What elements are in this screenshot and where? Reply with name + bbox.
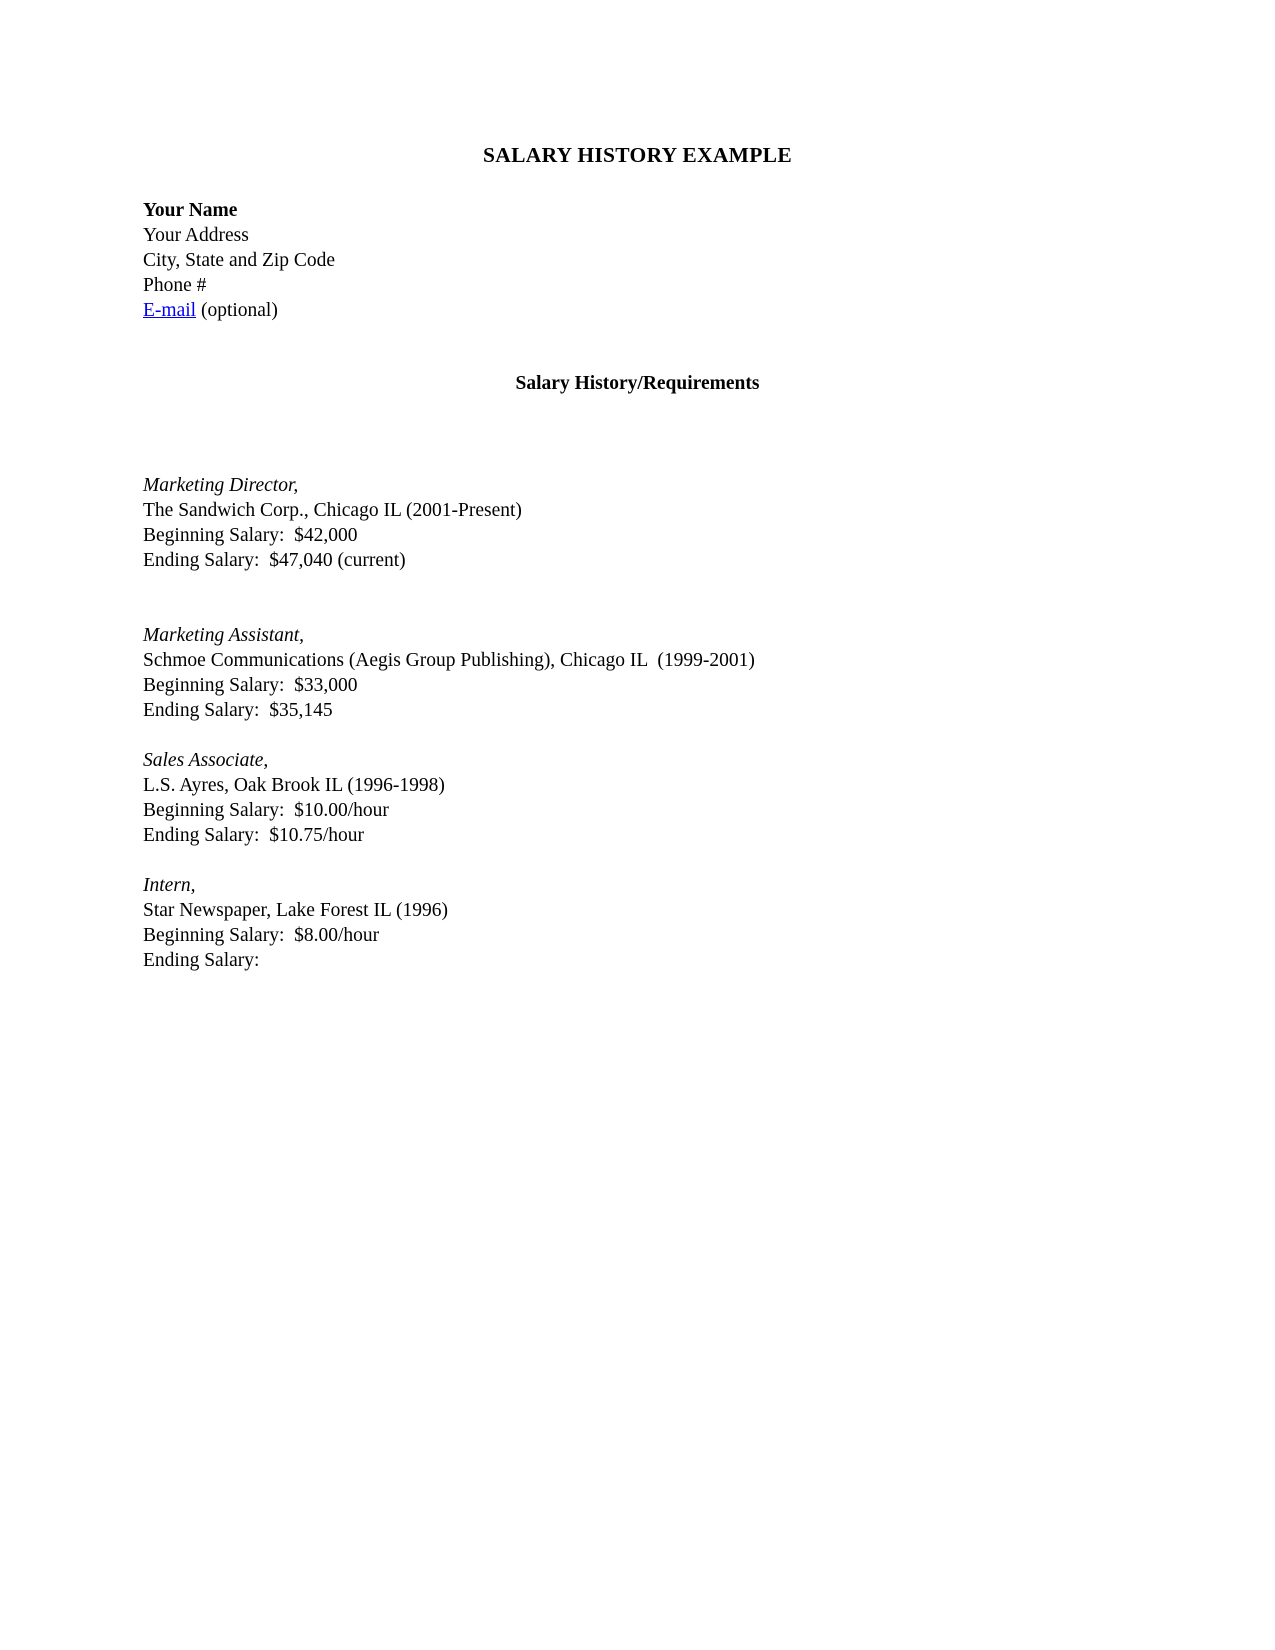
job-title: Marketing Assistant, [143,625,305,646]
ending-salary: Ending Salary: $35,145 [143,700,333,721]
job-title: Intern, [143,875,196,896]
job-title: Marketing Director, [143,475,299,496]
contact-block [143,198,1132,323]
salary-entries [143,473,1132,973]
job-company: L.S. Ayres, Oak Brook IL (1996-1998) [143,775,445,796]
salary-entry-marketing-assistant [143,623,1132,723]
contact-phone: Phone # [143,275,207,296]
beginning-salary: Beginning Salary: $33,000 [143,675,358,696]
page-title: SALARY HISTORY EXAMPLE [483,143,792,167]
job-company: The Sandwich Corp., Chicago IL (2001-Present) [143,500,522,521]
job-title: Sales Associate, [143,750,269,771]
section-heading: Salary History/Requirements [515,373,760,394]
beginning-salary: Beginning Salary: $8.00/hour [143,925,380,946]
beginning-salary: Beginning Salary: $10.00/hour [143,800,389,821]
job-company: Schmoe Communications (Aegis Group Publishing), Chicago IL (1999-2001) [143,650,755,671]
email-link[interactable]: E-mail [143,300,197,321]
ending-salary: Ending Salary: $10.75/hour [143,825,364,846]
contact-address: Your Address [143,225,249,246]
ending-salary: Ending Salary: [143,950,260,971]
salary-entry-sales-associate [143,748,1132,848]
ending-salary: Ending Salary: $47,040 (current) [143,550,406,571]
contact-city-state-zip: City, State and Zip Code [143,250,336,271]
contact-name: Your Name [143,200,238,221]
salary-entry-intern [143,873,1132,973]
salary-entry-marketing-director [143,473,1132,573]
email-optional-note: (optional) [196,300,278,321]
beginning-salary: Beginning Salary: $42,000 [143,525,358,546]
contact-email-line [143,298,1132,323]
job-company: Star Newspaper, Lake Forest IL (1996) [143,900,448,921]
